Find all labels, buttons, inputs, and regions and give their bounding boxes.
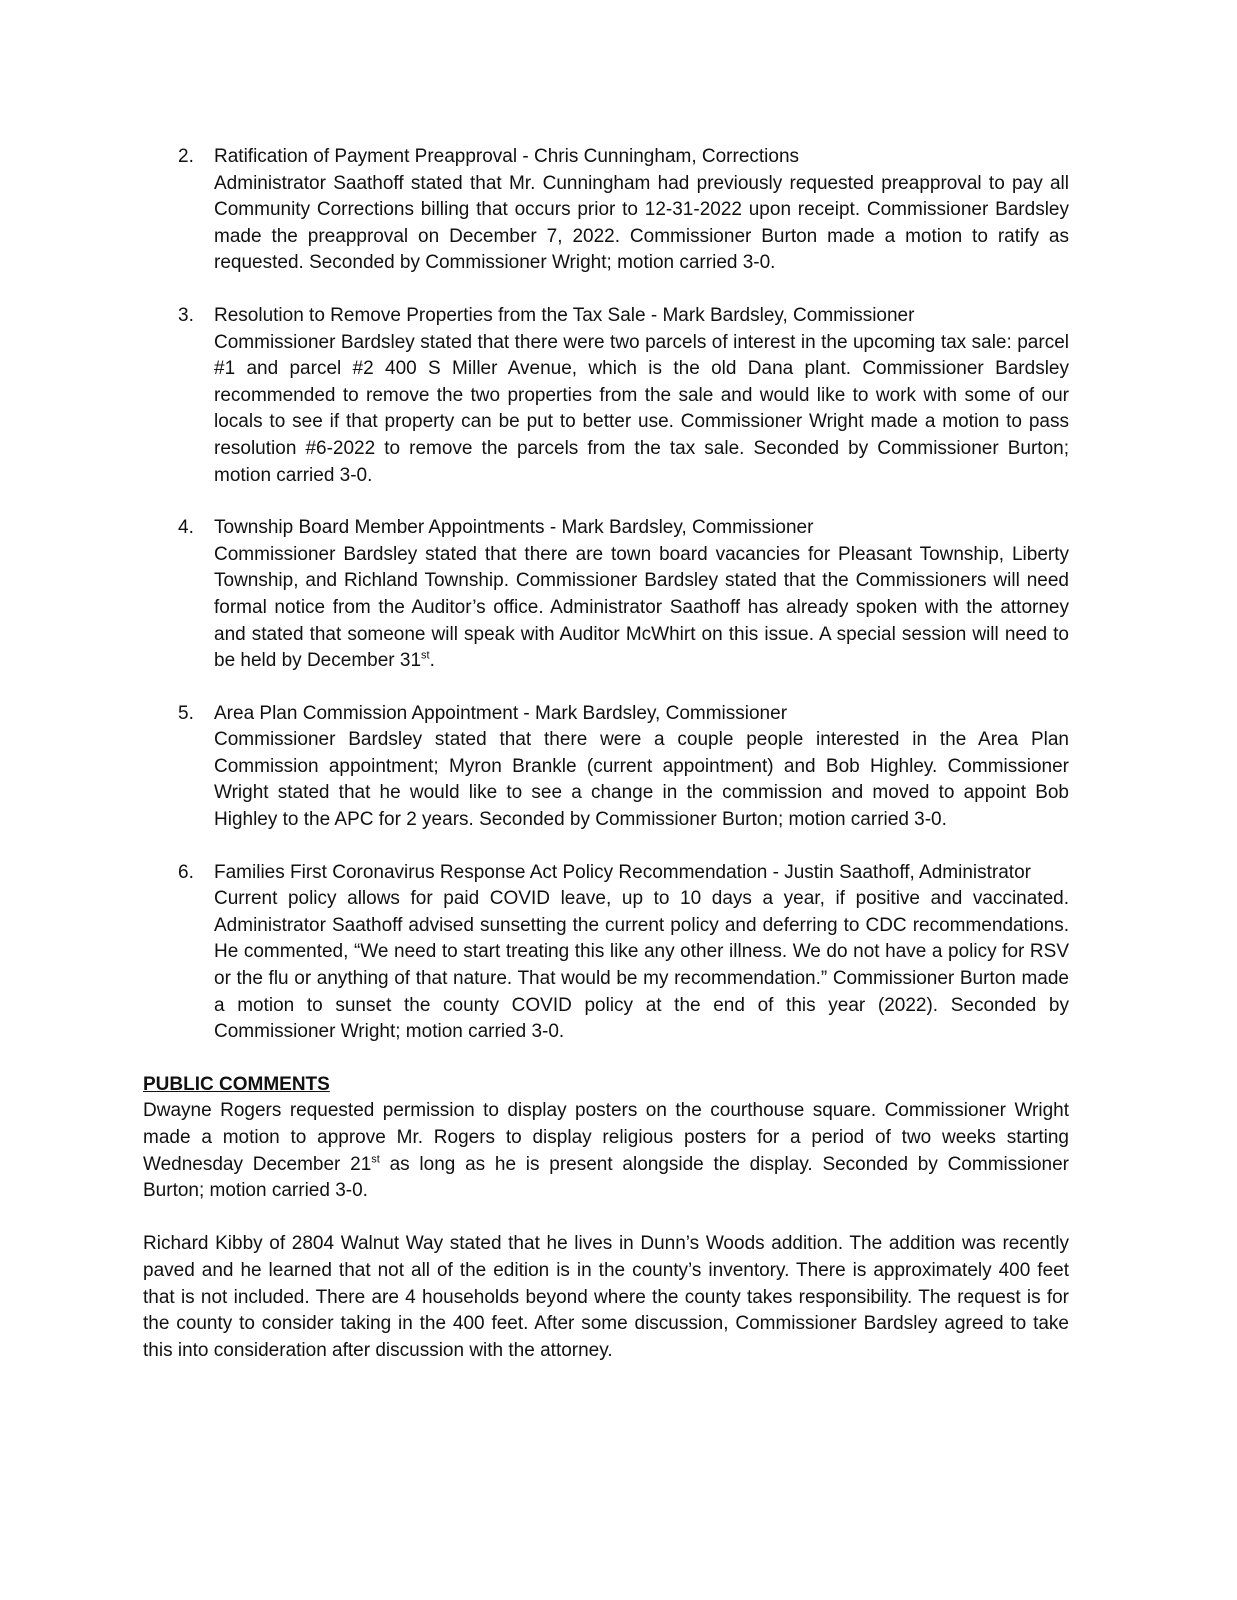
item-title: Area Plan Commission Appointment - Mark Bardsley, Commissioner — [214, 702, 788, 724]
item-body: Commissioner Bardsley stated that there were two parcels of interest in the upcoming tax sale: parcel #1 and parcel #2 400 S Miller Avenue, which is the old Dana plant. Commissioner Bardsley recommended to remove the two properties from the sale and would like to work with some of our locals to see if that property can be put to better use. Commissioner Wright made a motion to pass resolution #6-2022 to remove the parcels from the tax sale. Seconded by Commissioner Burton; motion carried 3-0. — [214, 331, 1069, 486]
comment-text: as long as he is present alongside the display. Seconded by Commissioner Burton; motion carried 3-0. — [143, 1153, 1070, 1202]
agenda-item — [143, 303, 1069, 489]
item-body — [214, 542, 1069, 675]
item-title: Ratification of Payment Preapproval - Chris Cunningham, Corrections — [214, 146, 800, 167]
item-body-text: Commissioner Bardsley stated that there are town board vacancies for Pleasant Township, Liberty Township, and Richland Township. Commissioner Bardsley stated that the Commissioners will need formal notice from the Auditor’s office. Administrator Saathoff has already spoken with the attorney and stated that someone will speak with Auditor McWhirt on this issue. A special session will need to be held by December 31 — [214, 543, 1069, 672]
minutes-content — [143, 144, 1069, 1391]
agenda-item — [143, 144, 1069, 277]
item-body: Commissioner Bardsley stated that there were a couple people interested in the Area Plan Commission appointment; Myron Brankle (current appointment) and Bob Highley. Commissioner Wright stated that he would like to see a change in the commission and moved to appoint Bob Highley to the APC for 2 years. Seconded by Commissioner Burton; motion carried 3-0. — [214, 729, 1069, 831]
ordinal-suffix: st — [371, 1153, 380, 1166]
agenda-item — [143, 701, 1069, 834]
item-title: Families First Coronavirus Response Act Policy Recommendation - Justin Saathoff, Administrator — [214, 861, 1031, 883]
item-title: Resolution to Remove Properties from the Tax Sale - Mark Bardsley, Commissioner — [214, 304, 915, 326]
item-number: 4. — [178, 517, 194, 539]
public-comment-paragraph — [143, 1098, 1069, 1204]
item-number: 2. — [178, 146, 194, 167]
item-number: 3. — [178, 304, 194, 326]
comment-text: Dwayne Rogers requested permission to display posters on the courthouse square. Commissioner Wright made a motion to approve Mr. Rogers to display religious posters for a period of two weeks starting Wednesday December 21 — [143, 1100, 1069, 1175]
item-body: Current policy allows for paid COVID leave, up to 10 days a year, if positive and vaccinated. Administrator Saathoff advised sunsetting the current policy and deferring to CDC recommendations. He commented, “We need to start treating this like any other illness. We do not have a policy for RSV or the flu or anything of that nature. That would be my recommendation.” Commissioner Burton made a motion to sunset the county COVID policy at the end of this year (2022). Seconded by Commissioner Wright; motion carried 3-0. — [214, 888, 1069, 1043]
item-title: Township Board Member Appointments - Mark Bardsley, Commissioner — [214, 517, 814, 539]
item-number: 5. — [178, 702, 194, 724]
public-comments-heading: PUBLIC COMMENTS — [143, 1073, 330, 1095]
ordinal-suffix: st — [421, 649, 430, 662]
public-comment-paragraph: Richard Kibby of 2804 Walnut Way stated that he lives in Dunn’s Woods addition. The addition was recently paved and he learned that not all of the edition is in the county’s inventory. There is approximately 400 feet that is not included. There are 4 households beyond where the county takes responsibility. The request is for the county to consider taking in the 400 feet. After some discussion, Commissioner Bardsley agreed to take this into consideration after discussion with the attorney. — [143, 1233, 1069, 1361]
item-number: 6. — [178, 861, 194, 883]
agenda-item — [143, 860, 1069, 1046]
agenda-item — [143, 515, 1069, 675]
item-body-tail: . — [429, 650, 435, 672]
item-body: Administrator Saathoff stated that Mr. Cunningham had previously requested preapproval to pay all Community Corrections billing that occurs prior to 12-31-2022 upon receipt. Commissioner Bardsley made the preapproval on December 7, 2022. Commissioner Burton made a motion to ratify as requested. Seconded by Commissioner Wright; motion carried 3-0. — [214, 172, 1069, 274]
